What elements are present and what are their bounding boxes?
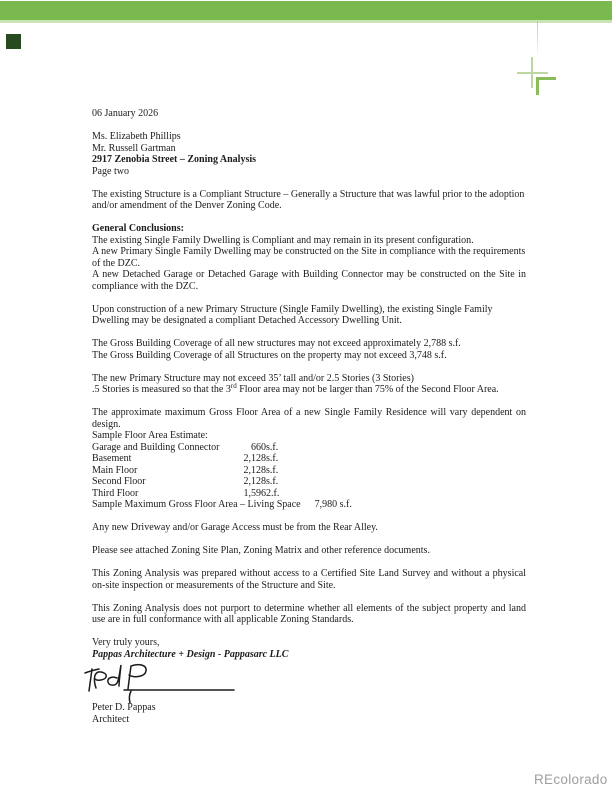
alley-paragraph: Any new Driveway and/or Garage Access must be from the Rear Alley.	[92, 522, 378, 533]
recipient-line: Ms. Elizabeth Phillips	[92, 131, 181, 142]
signer-block	[92, 702, 526, 725]
intro-paragraph: The existing Structure is a Compliant Structure – Generally a Structure that was lawful prior to the adoption and/or amendment of the Denver Zoning Code.	[92, 188, 525, 211]
header-green-bar-edge	[0, 20, 612, 23]
floor-estimate-row: Basement 2,128 s.f.	[92, 453, 279, 464]
stories-line: .5 Stories is measured so that the 3rd Floor area may not be larger than 75% of the Second Floor Area.	[92, 382, 499, 395]
approx-paragraph: The approximate maximum Gross Floor Area of a new Single Family Residence will vary dependent on design.	[92, 407, 526, 430]
header-green-bar	[0, 1, 612, 20]
corner-square-icon	[6, 34, 21, 49]
corner-angle-icon	[536, 77, 556, 80]
adu-paragraph: Upon construction of a new Primary Structure (Single Family Dwelling), the existing Single Family Dwelling may be designated a compliant Detached Accessory Dwelling Unit.	[92, 303, 493, 326]
stories-line: The new Primary Structure may not exceed 35’ tall and/or 2.5 Stories (3 Stories)	[92, 372, 414, 384]
signature-scribble	[84, 662, 252, 704]
ordinal-superscript: rd	[230, 382, 237, 390]
crosshair-icon	[531, 57, 533, 88]
signer-title: Architect	[92, 713, 130, 725]
recolorado-watermark: REcolorado	[534, 772, 608, 787]
recipient-line: Mr. Russell Gartman	[92, 142, 176, 154]
conclusion-item: A new Detached Garage or Detached Garage with Building Connector may be constructed on the Site in compliance with the DZC.	[92, 269, 526, 292]
conclusion-item: The existing Single Family Dwelling is Compliant and may remain in its present configuration.	[92, 234, 474, 246]
disclaimer-paragraph: This Zoning Analysis was prepared without access to a Certified Site Land Survey and without a physical on-site inspection or measurements of the Structure and Site.	[92, 568, 526, 591]
attachments-paragraph: Please see attached Zoning Site Plan, Zoning Matrix and other reference documents.	[92, 545, 430, 556]
total-value: 7,980 s.f.	[314, 499, 352, 510]
section-heading: General Conclusions:	[92, 223, 184, 234]
floor-estimate-row: Second Floor 2,128 s.f.	[92, 476, 279, 487]
floor-area-section	[92, 407, 526, 511]
firm-name: Pappas Architecture + Design - Pappasarc LLC	[92, 648, 289, 660]
floor-estimate-row: Garage and Building Connector 660 s.f.	[92, 441, 279, 453]
signer-name: Peter D. Pappas	[92, 702, 156, 713]
stories-section	[92, 373, 526, 396]
closing-block	[92, 637, 526, 660]
conclusion-item: A new Primary Single Family Dwelling may be constructed on the Site in compliance with the requirements of the DZC.	[92, 246, 526, 269]
crop-mark-vertical-line	[537, 21, 538, 55]
disclaimer-paragraph: This Zoning Analysis does not purport to determine whether all elements of the subject property and land use are in full conformance with all applicable Zoning Standards.	[92, 602, 526, 625]
corner-angle-icon	[536, 77, 539, 95]
address-block	[92, 131, 526, 177]
coverage-line: The Gross Building Coverage of all new structures may not exceed approximately 2,788 s.f.	[92, 338, 461, 349]
general-conclusions-section	[92, 223, 526, 292]
page-number-label: Page two	[92, 165, 129, 177]
letter-date: 06 January 2026	[92, 108, 159, 119]
signature	[84, 662, 526, 702]
floor-estimate-heading: Sample Floor Area Estimate:	[92, 430, 208, 441]
floor-estimate-row: Third Floor 1,596 2.f.	[92, 487, 280, 499]
floor-estimate-row: Main Floor 2,128 s.f.	[92, 464, 279, 476]
coverage-line: The Gross Building Coverage of all Structures on the property may not exceed 3,748 s.f.	[92, 349, 447, 361]
subject-line: 2917 Zenobia Street – Zoning Analysis	[92, 154, 257, 165]
coverage-section	[92, 338, 526, 361]
letter-body	[92, 108, 526, 725]
floor-estimate-total: Sample Maximum Gross Floor Area – Living Space 7,980 s.f.	[92, 499, 352, 510]
closing-line: Very truly yours,	[92, 637, 160, 648]
